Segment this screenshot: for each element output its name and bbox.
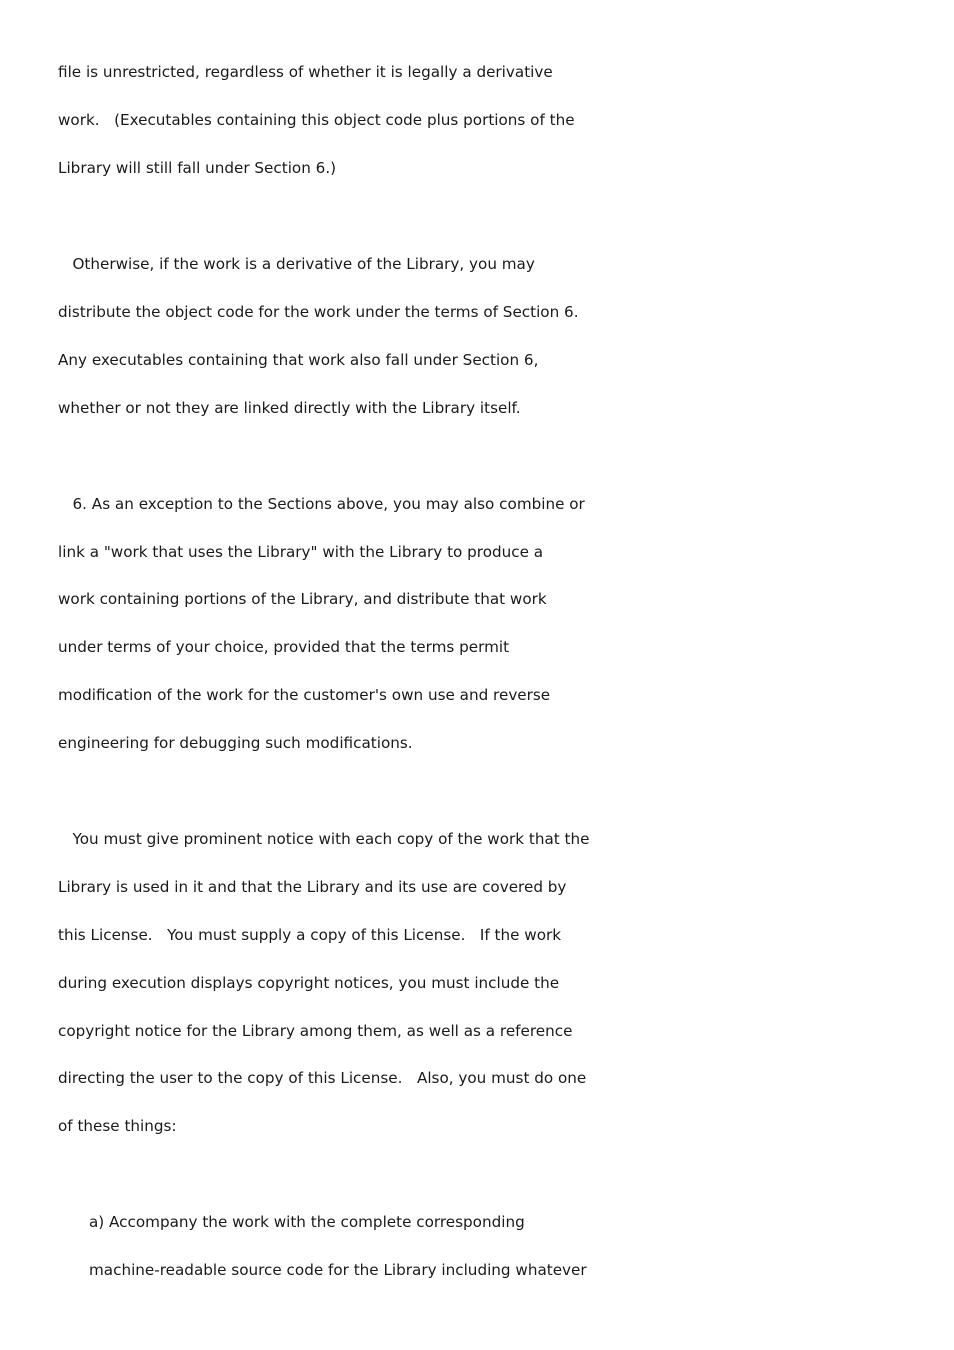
text-line: directing the user to the copy of this License. Also, you must do one (58, 1069, 587, 1087)
text-line: 6. As an exception to the Sections above, you may also combine or (58, 495, 585, 513)
text-line: modification of the work for the customer's own use and reverse (58, 686, 551, 704)
text-line: Library will still fall under Section 6.) (58, 159, 337, 177)
text-line: file is unrestricted, regardless of whether it is legally a derivative (58, 63, 553, 81)
text-line: under terms of your choice, provided that the terms permit (58, 638, 510, 656)
list-item-line: a) Accompany the work with the complete corresponding (89, 1213, 525, 1231)
text-line: this License. You must supply a copy of this License. If the work (58, 926, 562, 944)
text-line: work. (Executables containing this object code plus portions of the (58, 111, 575, 129)
text-line: whether or not they are linked directly with the Library itself. (58, 399, 521, 417)
text-line: Any executables containing that work also fall under Section 6, (58, 351, 539, 369)
text-line: copyright notice for the Library among them, as well as a reference (58, 1022, 573, 1040)
text-line: Otherwise, if the work is a derivative of the Library, you may (58, 255, 535, 273)
text-line: link a "work that uses the Library" with the Library to produce a (58, 543, 544, 561)
list-item-line: machine-readable source code for the Library including whatever (89, 1261, 587, 1279)
text-line: during execution displays copyright notices, you must include the (58, 974, 560, 992)
text-line: You must give prominent notice with each copy of the work that the (58, 830, 590, 848)
text-line: work containing portions of the Library, and distribute that work (58, 590, 547, 608)
text-line: engineering for debugging such modifications. (58, 734, 413, 752)
text-line: distribute the object code for the work under the terms of Section 6. (58, 303, 579, 321)
text-line: of these things: (58, 1117, 177, 1135)
text-line: Library is used in it and that the Library and its use are covered by (58, 878, 567, 896)
